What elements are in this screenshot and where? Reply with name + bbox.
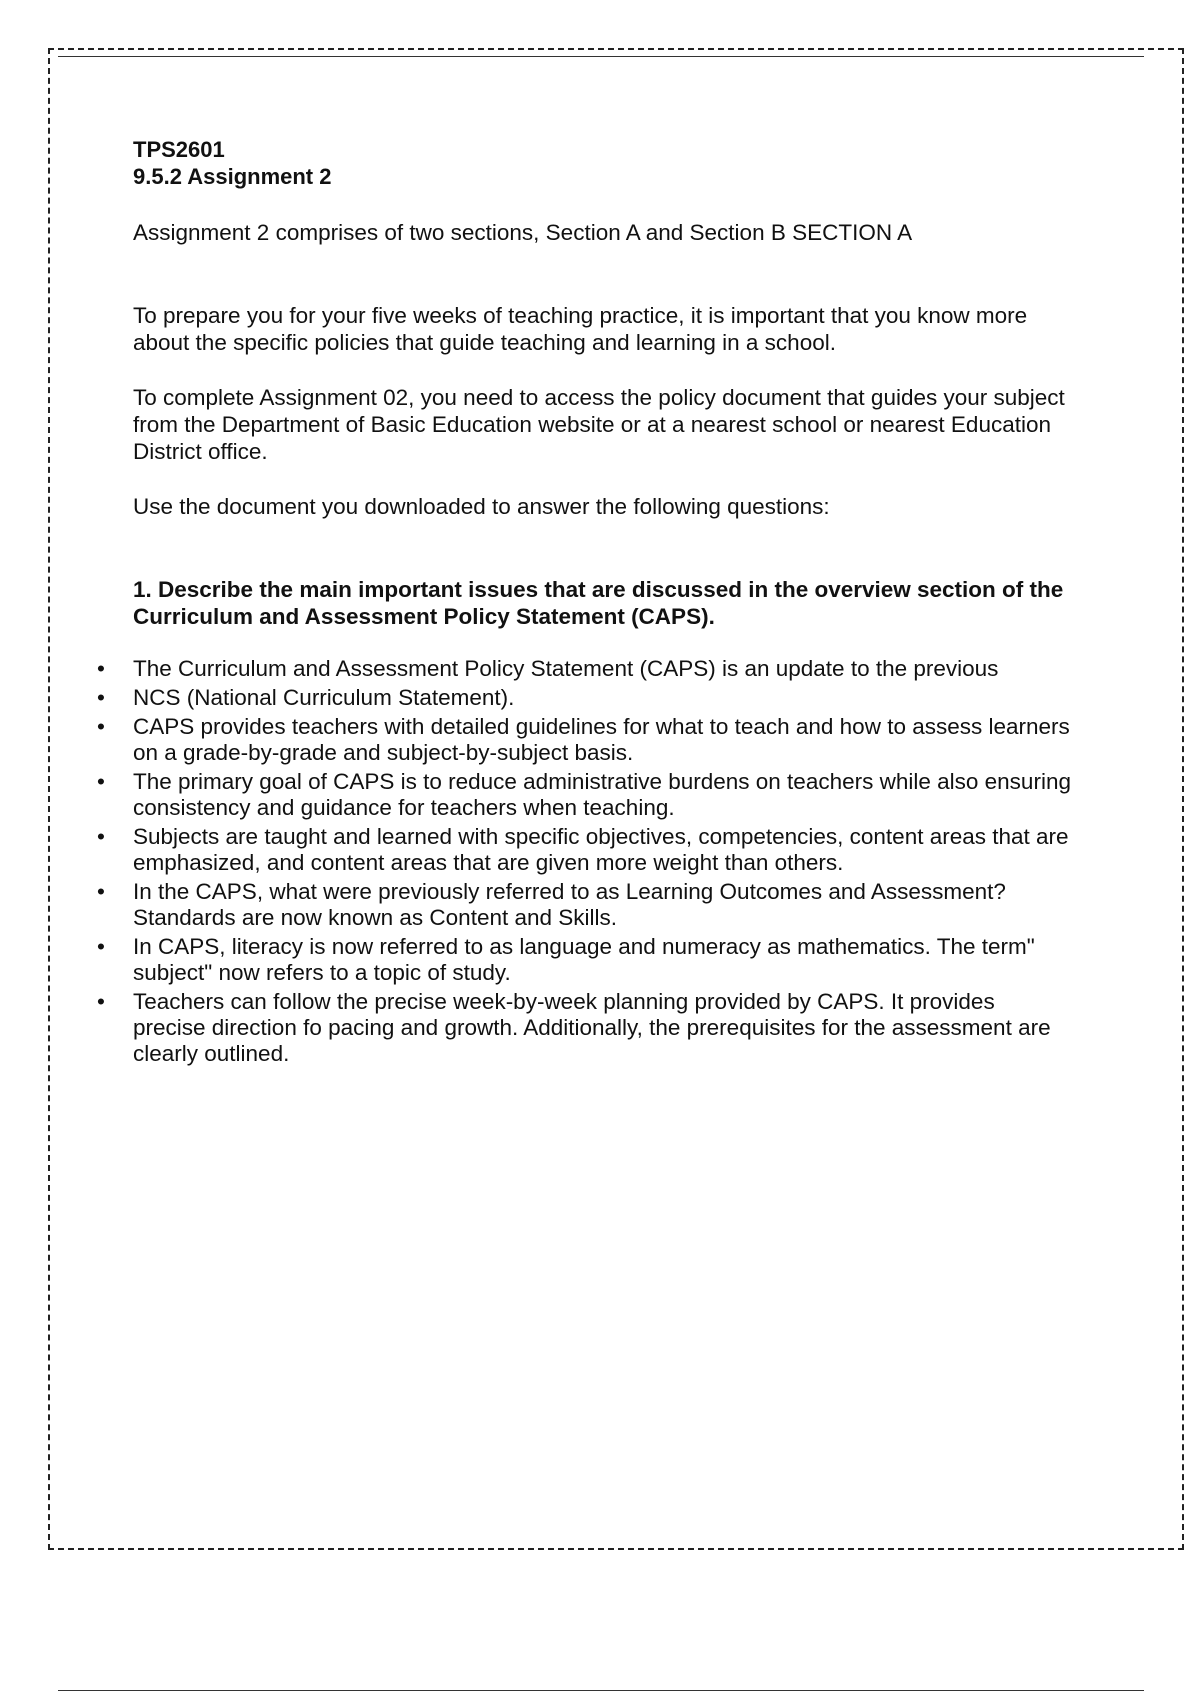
list-item [97, 824, 1073, 876]
answer-bullet-list [97, 656, 1073, 1067]
bullet-icon: • [97, 879, 105, 904]
list-item-text: Teachers can follow the precise week-by-week planning provided by CAPS. It provides precise direction fo pacing and growth. Additionally, the prerequisites for the assessment are clearly outlined. [133, 989, 1051, 1066]
bullet-icon: • [97, 656, 105, 681]
bottom-rule [58, 1690, 1144, 1691]
list-item [97, 714, 1073, 766]
bullet-icon: • [97, 685, 105, 710]
question-1: 1. Describe the main important issues that are discussed in the overview section of the Curriculum and Assessment Policy Statement (CAPS). [133, 577, 1064, 629]
list-item [97, 656, 1073, 682]
bullet-icon: • [97, 769, 105, 794]
bullet-icon: • [97, 824, 105, 849]
list-item-text: In the CAPS, what were previously referred to as Learning Outcomes and Assessment? Standards are now known as Content and Skills. [133, 879, 1006, 930]
paragraph-preparation: To prepare you for your five weeks of teaching practice, it is important that you know more about the specific policies that guide teaching and learning in a school. [133, 303, 1028, 355]
list-item-text: Subjects are taught and learned with specific objectives, competencies, content areas that are emphasized, and content areas that are given more weight than others. [133, 824, 1069, 875]
list-item [97, 934, 1073, 986]
list-item-text: The Curriculum and Assessment Policy Statement (CAPS) is an update to the previous [133, 656, 999, 681]
list-item [97, 989, 1073, 1067]
bullet-icon: • [97, 934, 105, 959]
list-item-text: NCS (National Curriculum Statement). [133, 685, 515, 710]
document-content [97, 136, 1073, 1070]
list-item [97, 685, 1073, 711]
bullet-icon: • [97, 714, 105, 739]
paragraph-instructions: To complete Assignment 02, you need to access the policy document that guides your subject from the Department of Basic Education website or at a nearest school or nearest Education District office. [133, 385, 1065, 464]
list-item-text: The primary goal of CAPS is to reduce administrative burdens on teachers while also ensuring consistency and guidance for teachers when teaching. [133, 769, 1071, 820]
list-item-text: CAPS provides teachers with detailed guidelines for what to teach and how to assess learners on a grade-by-grade and subject-by-subject basis. [133, 714, 1070, 765]
list-item [97, 879, 1073, 931]
intro-paragraph: Assignment 2 comprises of two sections, Section A and Section B SECTION A [133, 220, 913, 245]
top-rule [58, 56, 1144, 57]
list-item-text: In CAPS, literacy is now referred to as language and numeracy as mathematics. The term" subject" now refers to a topic of study. [133, 934, 1035, 985]
assignment-heading: 9.5.2 Assignment 2 [133, 164, 332, 189]
paragraph-use-document: Use the document you downloaded to answer the following questions: [133, 494, 830, 519]
bullet-icon: • [97, 989, 105, 1014]
course-code: TPS2601 [133, 137, 225, 162]
list-item [97, 769, 1073, 821]
